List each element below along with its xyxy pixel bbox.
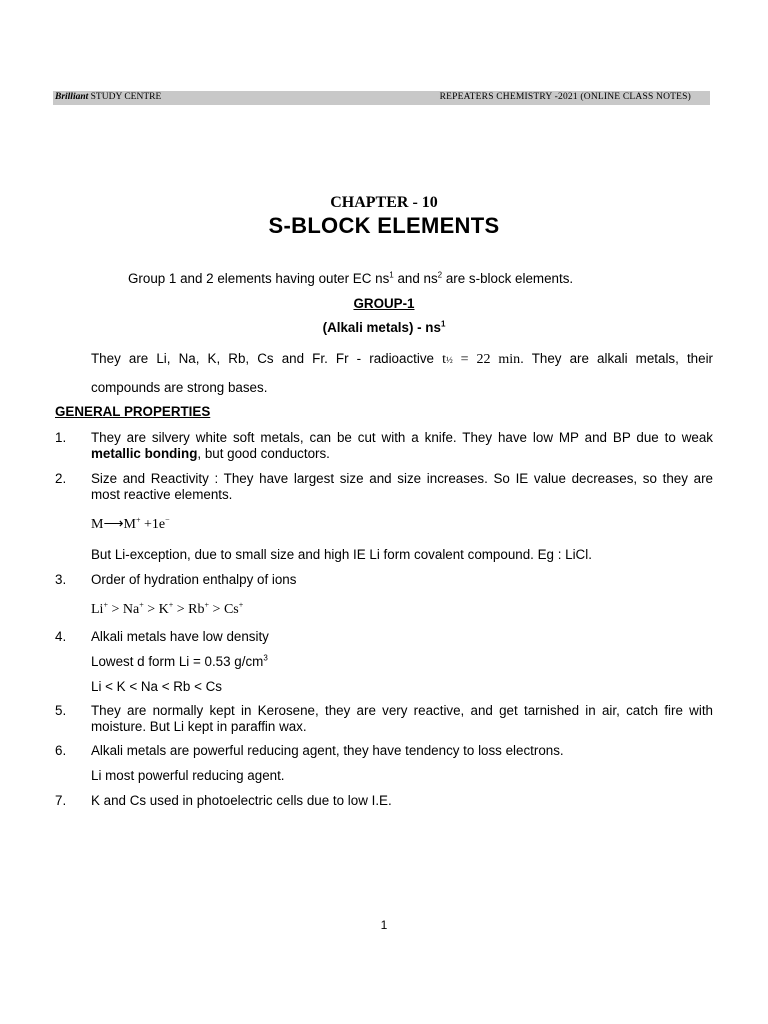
group-heading: GROUP-1 (353, 296, 415, 311)
prop3-line1: Order of hydration enthalpy of ions (91, 572, 297, 587)
prop5-line1: They are normally kept in Kerosene, they are very reactive, and get tarnished in air, catch fire with (91, 703, 713, 718)
prop4-line3: Li < K < Na < Rb < Cs (91, 679, 222, 694)
prop1-line2: metallic bonding, but good conductors. (91, 446, 330, 461)
ionization-equation: M⟶M+ +1e− (91, 515, 170, 532)
fr-paragraph-line2: compounds are strong bases. (91, 380, 268, 395)
prop6-line1: Alkali metals are powerful reducing agent, they have tendency to loss electrons. (91, 743, 564, 758)
item-number: 6. (55, 743, 67, 758)
general-properties-heading: GENERAL PROPERTIES (55, 404, 211, 419)
page-number: 1 (380, 918, 388, 932)
prop5-line2: moisture. But Li kept in paraffin wax. (91, 719, 307, 734)
prop6-line2: Li most powerful reducing agent. (91, 768, 285, 783)
header-brand (55, 92, 161, 102)
prop2-line2: most reactive elements. (91, 487, 233, 502)
page-title: S-BLOCK ELEMENTS (268, 213, 500, 238)
prop4-line1: Alkali metals have low density (91, 629, 269, 644)
item-number: 4. (55, 629, 67, 644)
alkali-subheading: (Alkali metals) - $ns^1$ (322, 319, 446, 335)
item-number: 7. (55, 793, 67, 808)
prop2-line1: Size and Reactivity : They have largest size and size increases. So IE value decreases, so they are (91, 471, 713, 486)
header-course: REPEATERS CHEMISTRY -2021 (ONLINE CLASS NOTES) (439, 92, 691, 102)
item-number: 2. (55, 471, 67, 486)
chapter-label: CHAPTER - 10 (330, 194, 438, 211)
item-number: 1. (55, 430, 67, 445)
prop4-line2: Lowest d form Li = 0.53 $g/cm^3$ (91, 653, 268, 669)
brand-bold: Brilliant (55, 92, 89, 102)
half-life-formula: t½ = 22 min (442, 352, 521, 367)
prop2-line3: But Li-exception, due to small size and high IE Li form covalent compound. Eg : LiCl. (91, 547, 592, 562)
item-number: 5. (55, 703, 67, 718)
prop7-line1: K and Cs used in photoelectric cells due to low I.E. (91, 793, 392, 808)
hydration-order: Li+ > Na+ > K+ > Rb+ > Cs+ (91, 600, 244, 617)
item-number: 3. (55, 572, 67, 587)
prop1-line1: They are silvery white soft metals, can be cut with a knife. They have low MP and BP due to weak (91, 430, 713, 445)
fr-paragraph-line1: They are Li, Na, K, Rb, Cs and Fr. Fr - radioactive t½ = 22 min. They are alkali metals, their (91, 351, 714, 367)
brand-rest: STUDY CENTRE (90, 92, 162, 102)
intro-text: Group 1 and 2 elements having outer EC $ns^1$ and $ns^2$ are s-block elements. (128, 270, 574, 286)
